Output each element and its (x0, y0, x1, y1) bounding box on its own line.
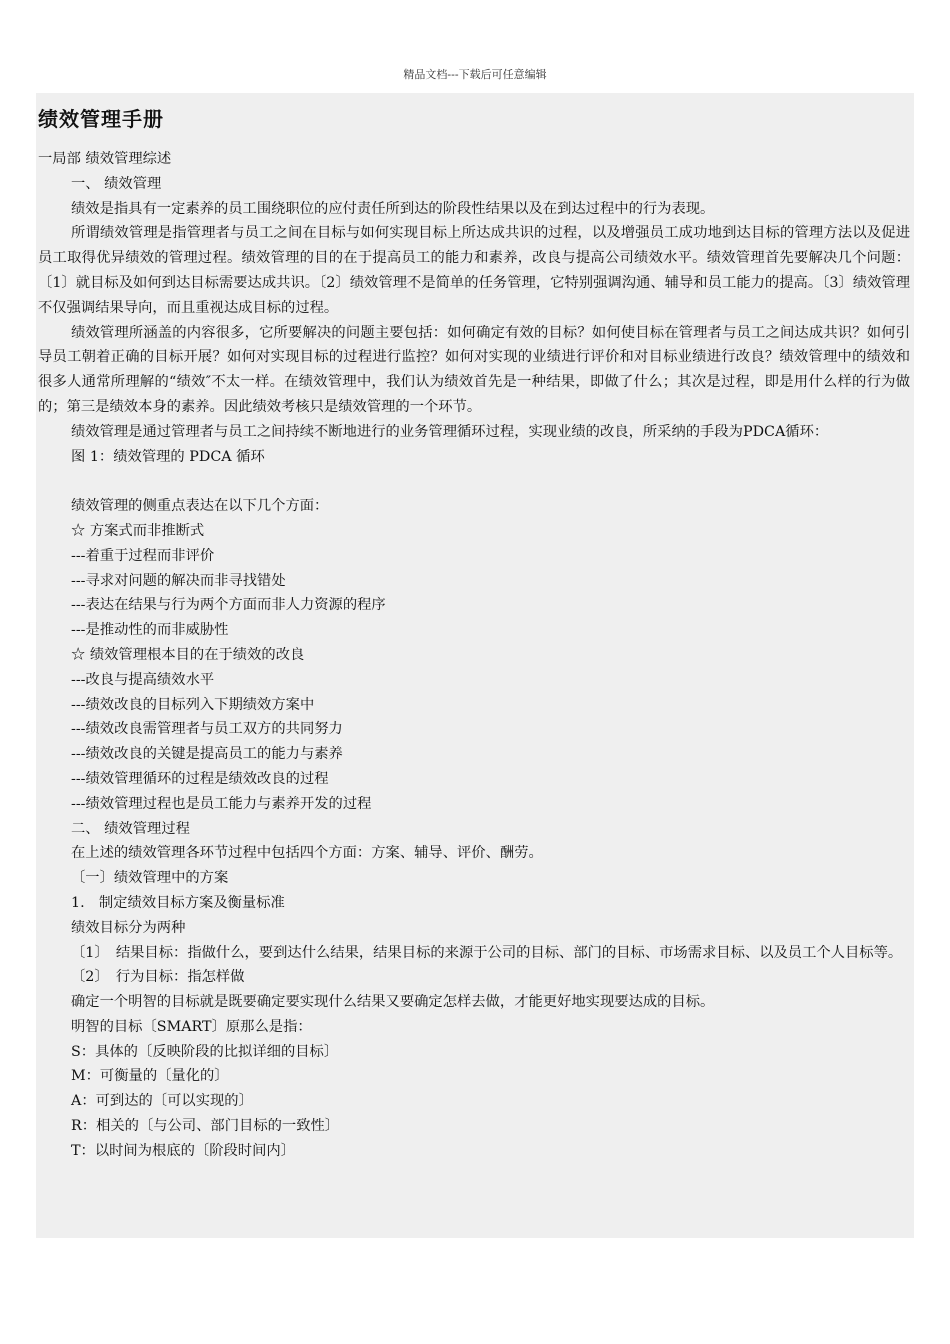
list-item: ---绩效管理循环的过程是绩效改良的过程 (71, 770, 329, 787)
list-item: R：相关的〔与公司、部门目标的一致性〕 (71, 1118, 340, 1135)
numbered-heading: 1. 制定绩效目标方案及衡量标准 (71, 894, 285, 911)
list-item: S：具体的〔反映阶段的比拟详细的目标〕 (71, 1043, 339, 1060)
page-header-watermark: 精品文档---下载后可任意编辑 (403, 68, 547, 81)
paragraph: 〔1〕 结果目标：指做什么，要到达什么结果，结果目标的来源于公司的目标、部门的目标、市场需求目标、以及员工个人目标等。 (71, 944, 903, 961)
subsection-heading: 〔一〕绩效管理中的方案 (71, 870, 229, 887)
section-heading: 一局部 绩效管理综述 (38, 151, 172, 167)
paragraph: 所谓绩效管理是指管理者与员工之间在目标与如何实现目标上所达成共识的过程，以及增强员工成功地到达目标的管理方法以及促进员工取得优异绩效的管理过程。绩效管理的目的在于提高员工的能力和素养，改良与提高公司绩效水平。绩效管理首先要解决几个问题：〔1〕就目标及如何到达目标需要达成共识。〔2〕绩效管理不是简单的任务管理，它特别强调沟通、辅导和员工能力的提高。〔3〕绩效管理不仅强调结果导向，而且重视达成目标的过程。 (38, 225, 910, 316)
paragraph: 〔2〕 行为目标：指怎样做 (71, 969, 245, 986)
list-item: ---着重于过程而非评价 (71, 547, 215, 564)
paragraph: 绩效管理所涵盖的内容很多，它所要解决的问题主要包括：如何确定有效的目标？如何使目标在管理者与员工之间达成共识？如何引导员工朝着正确的目标开展？如何对实现目标的过程进行监控？如何对实现的业绩进行评价和对目标业绩进行改良？绩效管理中的绩效和很多人通常所理解的“绩效″不太一样。在绩效管理中，我们认为绩效首先是一种结果，即做了什么；其次是过程，即是用什么样的行为做的；第三是绩效本身的素养。因此绩效考核只是绩效管理的一个环节。 (38, 324, 910, 415)
blank-line (38, 469, 910, 494)
list-item: ---寻求对问题的解决而非寻找错处 (71, 572, 286, 589)
paragraph: 明智的目标〔SMART〕原那么是指： (71, 1018, 312, 1035)
list-item: ---绩效管理过程也是员工能力与素养开发的过程 (71, 795, 372, 812)
figure-caption: 图 1：绩效管理的 PDCA 循环 (71, 448, 265, 465)
list-item: ---是推动性的而非威胁性 (71, 622, 229, 639)
paragraph: 绩效是指具有一定素养的员工围绕职位的应付责任所到达的阶段性结果以及在到达过程中的行为表现。 (71, 200, 715, 217)
list-item: ---绩效改良需管理者与员工双方的共同努力 (71, 721, 343, 738)
list-item: ---表达在结果与行为两个方面而非人力资源的程序 (71, 597, 386, 614)
list-item: ---绩效改良的目标列入下期绩效方案中 (71, 696, 315, 713)
paragraph: 绩效目标分为两种 (71, 919, 186, 936)
subsection-heading: 一、 绩效管理 (71, 175, 162, 192)
list-item: ☆ 方案式而非推断式 (71, 522, 205, 539)
paragraph: 绩效管理的侧重点表达在以下几个方面： (71, 498, 329, 515)
paragraph: 绩效管理是通过管理者与员工之间持续不断地进行的业务管理循环过程，实现业绩的改良，所采纳的手段为PDCA循环： (71, 423, 829, 440)
paragraph: 确定一个明智的目标就是既要确定要实现什么结果又要确定怎样去做，才能更好地实现要达成的目标。 (71, 994, 715, 1011)
list-item: A：可到达的〔可以实现的〕 (71, 1093, 253, 1110)
list-item: ---绩效改良的关键是提高员工的能力与素养 (71, 746, 343, 763)
document-body (36, 93, 914, 1238)
paragraph: 在上述的绩效管理各环节过程中包括四个方面：方案、辅导、评价、酬劳。 (71, 845, 543, 862)
list-item: T：以时间为根底的〔阶段时间内〕 (71, 1142, 295, 1159)
list-item: ---改良与提高绩效水平 (71, 671, 215, 688)
subsection-heading: 二、 绩效管理过程 (71, 820, 190, 837)
list-item: M：可衡量的〔量化的〕 (71, 1068, 229, 1085)
list-item: ☆ 绩效管理根本目的在于绩效的改良 (71, 646, 305, 663)
document-title: 绩效管理手册 (38, 107, 164, 131)
